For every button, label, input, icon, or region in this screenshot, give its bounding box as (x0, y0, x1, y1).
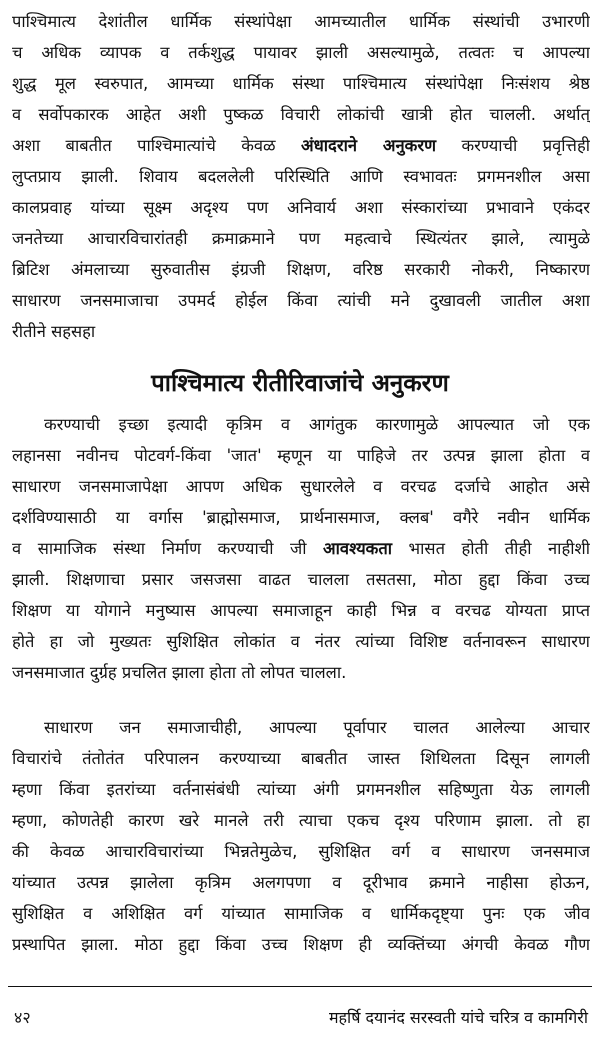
running-footer-title: महर्षि दयानंद सरस्वती यांचे चरित्र व कामगिरी (328, 1008, 588, 1027)
text-line: साधारण जन समाजाचीही, आपल्या पूर्वापार चालत आलेल्या आचार (44, 718, 590, 737)
text-line: ब्रिटिश अंमलाच्या सुरुवातीस इंग्रजी शिक्षण, वरिष्ठ सरकारी नोकरी, निष्कारण (12, 260, 590, 279)
text-line: पाश्चिमात्य देशांतील धार्मिक संस्थांपेक्षा आमच्यातील धार्मिक संस्थांची उभारणी (12, 12, 590, 31)
text-run: व सामाजिक संस्था निर्माण करण्याची जी (12, 539, 324, 558)
text-line: सुशिक्षित व अशिक्षित वर्ग यांच्यात सामाजिक व धार्मिकदृष्ट्या पुनः एक जीव (12, 904, 590, 923)
emphasized-text: अंधादराने अनुकरण (301, 136, 437, 155)
text-line: दर्शविण्यासाठी या वर्गास 'ब्राह्मोसमाज, प्रार्थनासमाज, क्लब' वगैरे नवीन धार्मिक (12, 508, 590, 527)
text-line (12, 130, 590, 161)
text-line: होते हा जो मुख्यतः सुशिक्षित लोकांत व नंतर त्यांच्या विशिष्ट वर्तनावरून साधारण (12, 632, 590, 651)
text-line: म्हणा किंवा इतरांच्या वर्तनासंबंधी त्यांच्या अंगी प्रगमनशील सहिष्णुता येऊ लागली (12, 780, 590, 799)
text-line: म्हणा, कोणतेही कारण खरे मानले तरी त्याचा एकच दृश्य परिणाम झाला. तो हा (12, 811, 590, 830)
text-run: भासत होती तीही नाहीशी (392, 539, 590, 558)
text-line: यांच्यात उत्पन्न झालेला कृत्रिम अलगपणा व दूरीभाव क्रमाने नाहीसा होऊन, (12, 873, 590, 892)
emphasized-text: आवश्यकता (323, 539, 393, 558)
text-line: च अधिक व्यापक व तर्कशुद्ध पायावर झाली असल्यामुळे, तत्वतः च आपल्या (12, 43, 590, 62)
page-number: ४२ (14, 1008, 31, 1027)
text-run: अशा बाबतीत पाश्चिमात्यांचे केवळ (12, 136, 302, 155)
text-line: रीतीने सहसहा (12, 322, 96, 341)
text-line: की केवळ आचारविचारांच्या भिन्नतेमुळेच, सुशिक्षित वर्ग व साधारण जनसमाज (12, 842, 590, 861)
paragraph-3 (12, 712, 590, 960)
text-line: प्रस्थापित झाला. मोठा हुद्दा किंवा उच्च शिक्षण ही व्यक्तिंच्या अंगची केवळ गौण (12, 935, 590, 954)
text-line: जनसमाजात दुर्ग्रह प्रचलित झाला होता तो लोपत चालला. (12, 663, 347, 682)
text-run: करण्याची प्रवृत्तिही (436, 136, 590, 155)
text-line: झाली. शिक्षणाचा प्रसार जसजसा वाढत चालला तसतसा, मोठा हुद्दा किंवा उच्च (12, 570, 590, 589)
text-line: विचारांचे तंतोतंत परिपालन करण्याच्या बाबतीत जास्त शिथिलता दिसून लागली (12, 749, 590, 768)
paragraph-2 (12, 409, 590, 688)
footer-divider (8, 986, 592, 987)
section-heading: पाश्चिमात्य रीतीरिवाजांचे अनुकरण (151, 369, 449, 397)
paragraph-1 (12, 6, 590, 347)
text-line: करण्याची इच्छा इत्यादी कृत्रिम व आगंतुक कारणामुळे आपल्यात जो एक (44, 415, 590, 434)
text-line: लहानसा नवीनच पोटवर्ग-किंवा 'जात' म्हणून या पाहिजे तर उत्पन्न झाला होता व (12, 446, 590, 465)
text-line: जनतेच्या आचारविचारांतही क्रमाक्रमाने पण महत्वाचे स्थित्यंतर झाले, त्यामुळे (12, 229, 590, 248)
text-line: लुप्तप्राय झाली. शिवाय बदललेली परिस्थिति आणि स्वभावतः प्रगमनशील असा (12, 167, 590, 186)
text-line: शिक्षण या योगाने मनुष्यास आपल्या समाजाहून काही भिन्न व वरचढ योग्यता प्राप्त (12, 601, 590, 620)
text-line: साधारण जनसमाजाचा उपमर्द होईल किंवा त्यांची मने दुखावली जातील अशा (12, 291, 590, 310)
text-line: व सर्वोपकारक आहेत अशी पुष्कळ विचारी लोकांची खात्री होत चालली. अर्थात् (12, 105, 590, 124)
text-line: कालप्रवाह यांच्या सूक्ष्म अदृश्य पण अनिवार्य अशा संस्कारांच्या प्रभावाने एकंदर (12, 198, 590, 217)
text-line (12, 533, 590, 564)
text-line: साधारण जनसमाजापेक्षा आपण अधिक सुधारलेले व वरचढ दर्जाचे आहोत असे (12, 477, 590, 496)
text-line: शुद्ध मूल स्वरुपात, आमच्या धार्मिक संस्था पाश्चिमात्य संस्थांपेक्षा निःसंशय श्रेष्ठ (12, 74, 590, 93)
